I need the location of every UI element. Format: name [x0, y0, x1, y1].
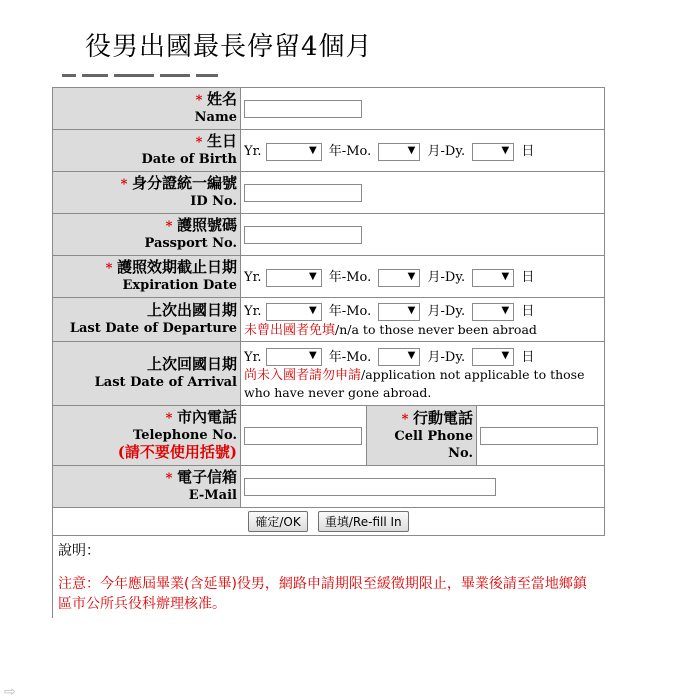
expiration-date-cell [241, 256, 605, 298]
chevron-down-icon: ▼ [308, 304, 317, 316]
row-id [53, 172, 605, 214]
row-birth [53, 130, 605, 172]
birth-label [53, 130, 241, 172]
arrival-date-cell [241, 342, 605, 406]
birth-label-en: Date of Birth [141, 152, 237, 167]
year-unit: Yr. [244, 349, 262, 365]
id-cell [241, 172, 605, 214]
departure-date-cell [241, 298, 605, 342]
ok-button[interactable]: 確定/OK [248, 511, 307, 532]
email-label-en: E-Mail [188, 488, 237, 503]
row-departure [53, 298, 605, 342]
email-label [53, 466, 241, 508]
expiration-year-select[interactable] [266, 269, 322, 287]
cell-label-en: Cell Phone [394, 428, 473, 444]
year-unit: Yr. [244, 304, 262, 320]
chevron-down-icon: ▼ [308, 144, 317, 156]
passport-label [53, 214, 241, 256]
telephone-label-en: Telephone No. [133, 428, 237, 443]
day-suffix: 日 [521, 304, 535, 320]
id-label-zh: 身分證統一編號 [131, 174, 237, 192]
page-title: 役男出國最長停留4個月 [85, 32, 373, 62]
required-mark: * [401, 411, 409, 427]
chevron-down-icon: ▼ [308, 270, 317, 282]
chevron-down-icon: ▼ [308, 350, 317, 362]
month-unit: 年-Mo. [328, 349, 372, 365]
required-mark: * [195, 93, 203, 108]
cell-label-en-no: No. [448, 445, 473, 461]
required-mark: * [165, 219, 173, 234]
clipped-heading-remnant [62, 74, 242, 84]
day-suffix: 日 [521, 349, 535, 365]
arrow-icon: ⇨ [4, 684, 16, 700]
passport-input[interactable] [244, 226, 362, 244]
departure-note-en: /n/a to those never been abroad [335, 321, 537, 337]
row-phones [53, 406, 605, 466]
passport-cell [241, 214, 605, 256]
explanation-cell [53, 536, 605, 618]
departure-label [53, 298, 241, 342]
month-unit: 年-Mo. [328, 304, 372, 320]
telephone-label-zh: 市內電話 [176, 408, 237, 426]
required-mark: * [120, 177, 128, 192]
row-email [53, 466, 605, 508]
day-suffix: 日 [521, 144, 535, 160]
day-unit: 月-Dy. [427, 304, 466, 320]
row-name [53, 88, 605, 130]
expiration-month-select[interactable] [378, 269, 420, 287]
email-cell [241, 466, 605, 508]
row-expiration [53, 256, 605, 298]
year-unit: Yr. [244, 144, 262, 160]
departure-label-zh: 上次出國日期 [146, 301, 237, 319]
id-input[interactable] [244, 184, 362, 202]
day-suffix: 日 [521, 270, 535, 286]
expiration-label-en: Expiration Date [122, 278, 237, 293]
telephone-warning: (請不要使用括號) [117, 443, 237, 461]
expiration-label [53, 256, 241, 298]
arrival-note-en: /application not applicable to those who have never gone abroad. [244, 367, 585, 401]
name-label-zh: 姓名 [206, 90, 237, 108]
cell-phone-cell [477, 406, 605, 466]
arrival-note [244, 367, 584, 400]
arrival-label [53, 342, 241, 406]
cell-label [367, 406, 477, 466]
departure-label-en: Last Date of Departure [69, 321, 237, 336]
arrival-label-zh: 上次回國日期 [146, 355, 237, 373]
expiration-day-select[interactable] [472, 269, 514, 287]
row-buttons [53, 508, 605, 536]
refill-button[interactable]: 重填/Re-fill In [318, 511, 409, 532]
arrival-note-red: 尚未入國者請勿申請 [244, 368, 362, 384]
cell-phone-input[interactable] [480, 427, 598, 445]
departure-month-select[interactable] [378, 303, 420, 321]
name-label-en: Name [194, 110, 237, 125]
expiration-label-zh: 護照效期截止日期 [116, 258, 237, 276]
email-label-zh: 電子信箱 [176, 468, 237, 486]
id-label-en: ID No. [190, 194, 237, 209]
id-label [53, 172, 241, 214]
birth-day-select[interactable] [472, 143, 514, 161]
row-arrival [53, 342, 605, 406]
chevron-down-icon: ▼ [501, 350, 510, 362]
month-unit: 年-Mo. [328, 270, 372, 286]
row-passport [53, 214, 605, 256]
chevron-down-icon: ▼ [407, 350, 416, 362]
month-unit: 年-Mo. [328, 144, 372, 160]
arrival-label-en: Last Date of Arrival [94, 375, 237, 390]
required-mark: * [165, 411, 173, 426]
passport-label-en: Passport No. [144, 236, 237, 251]
birth-label-zh: 生日 [206, 132, 237, 150]
day-unit: 月-Dy. [427, 349, 466, 365]
name-label [53, 88, 241, 130]
telephone-input[interactable] [244, 427, 362, 445]
telephone-cell [241, 406, 367, 466]
chevron-down-icon: ▼ [407, 144, 416, 156]
arrival-year-select[interactable] [266, 348, 322, 366]
required-mark: * [195, 135, 203, 150]
chevron-down-icon: ▼ [501, 304, 510, 316]
birth-year-select[interactable] [266, 143, 322, 161]
arrival-day-select[interactable] [472, 348, 514, 366]
departure-year-select[interactable] [266, 303, 322, 321]
form-table [52, 87, 605, 618]
departure-note-red: 未曾出國者免填 [244, 322, 336, 338]
chevron-down-icon: ▼ [501, 270, 510, 282]
day-unit: 月-Dy. [427, 270, 466, 286]
birth-date-cell [241, 130, 605, 172]
departure-note [244, 322, 537, 337]
required-mark: * [165, 471, 173, 486]
year-unit: Yr. [244, 270, 262, 286]
day-unit: 月-Dy. [427, 144, 466, 160]
application-form [52, 87, 604, 618]
required-mark: * [105, 261, 113, 276]
email-input[interactable] [244, 478, 496, 496]
explanation-title: 說明： [58, 543, 100, 559]
name-input[interactable] [244, 100, 362, 118]
explanation-note: 注意：今年應屆畢業(含延畢)役男，網路申請期限至緩徵期限止，畢業後請至當地鄉鎮區市公所兵役科辦理核准。 [58, 576, 587, 612]
chevron-down-icon: ▼ [501, 144, 510, 156]
chevron-down-icon: ▼ [407, 304, 416, 316]
row-explanation [53, 536, 605, 618]
name-cell [241, 88, 605, 130]
chevron-down-icon: ▼ [407, 270, 416, 282]
arrival-month-select[interactable] [378, 348, 420, 366]
passport-label-zh: 護照號碼 [176, 216, 237, 234]
buttons-cell [53, 508, 605, 536]
birth-month-select[interactable] [378, 143, 420, 161]
telephone-label [53, 406, 241, 466]
departure-day-select[interactable] [472, 303, 514, 321]
cell-label-zh: 行動電話 [412, 408, 473, 427]
